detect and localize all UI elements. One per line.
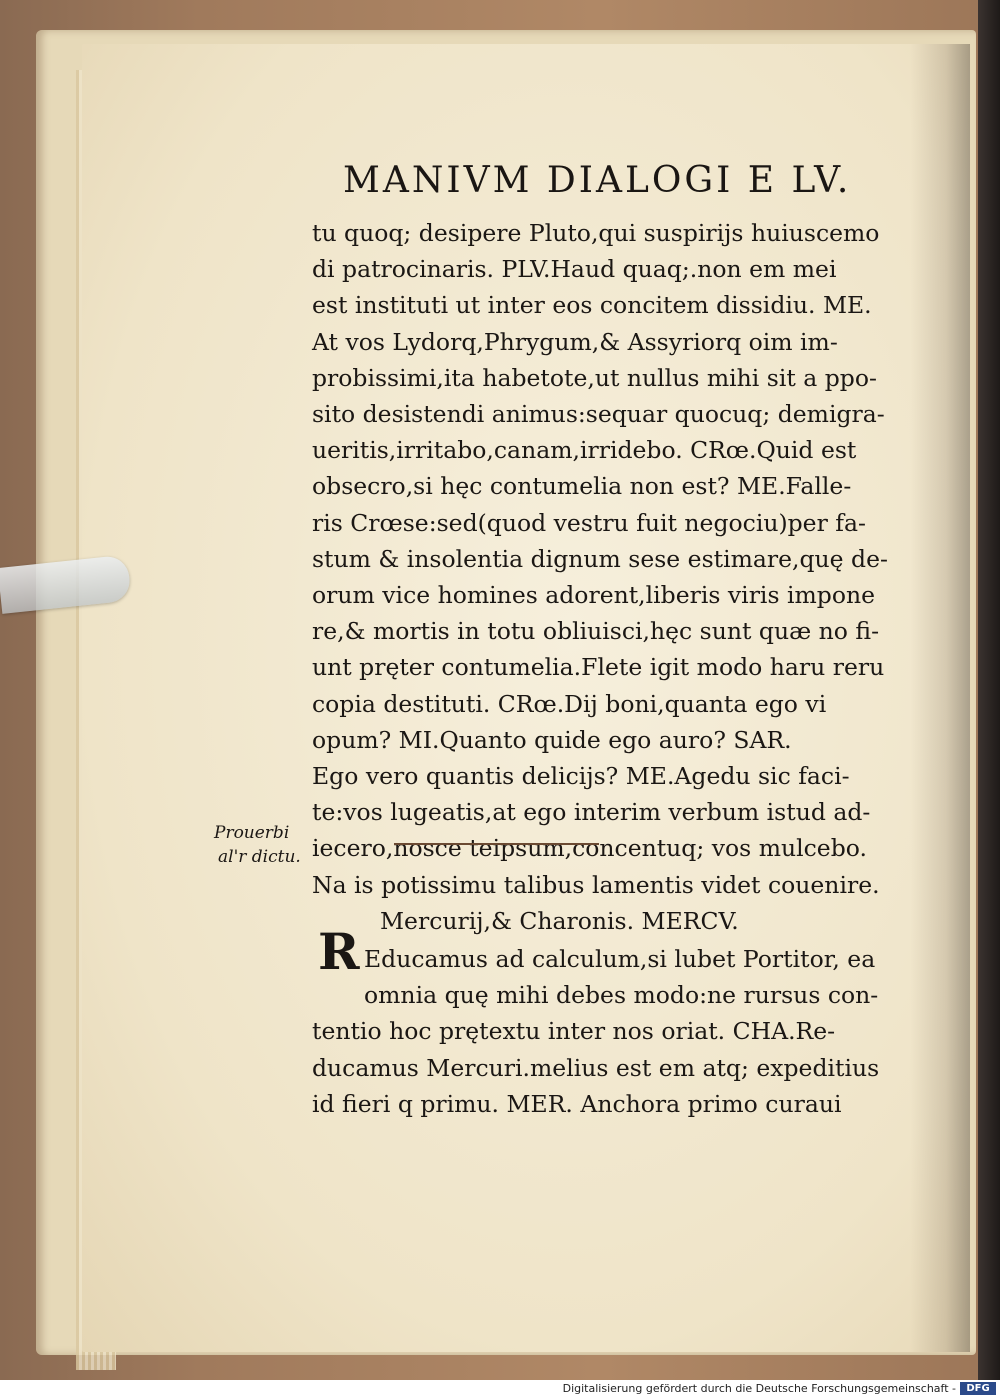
text-line: probissimi,ita habetote,ut nullus mihi sit a ppo- [312,363,877,392]
text-line: Ego vero quantis delicijs? ME.Agedu sic faci- [312,762,850,790]
text-line: te:vos lugeatis,at ego interim verbum istud ad- [312,798,871,827]
dfg-logo-icon: DFG [960,1382,996,1395]
text-line: ueritis,irritabo,canam,irridebo. CRœ.Quid est [312,436,857,465]
marginal-note-line-1: Prouerbi [214,823,290,843]
text-line: orum vice homines adorent,liberis viris impone [312,581,876,609]
marginal-note-line-2: al'r dictu. [218,847,301,867]
text-line: est instituti ut inter eos concitem dissidiu. ME. [312,291,872,320]
text-line: omnia quę mihi debes modo:ne rursus con- [364,981,879,1010]
text-line: obsecro,si hęc contumelia non est? ME.Falle- [312,472,852,501]
text-line: stum & insolentia dignum sese estimare,quę de- [312,544,888,573]
text-line: unt pręter contumelia.Flete igit modo haru reru [312,653,885,682]
text-line: ducamus Mercuri.melius est em atq; expeditius [312,1053,880,1082]
text-line: Educamus ad calculum,si lubet Portitor, ea [364,945,876,973]
gutter-shadow [910,44,970,1352]
text-line: id fieri q primu. MER. Anchora primo curaui [312,1089,842,1118]
text-line: Na is potissimu talibus lamentis videt couenire. [312,870,880,899]
text-line: tu quoq; desipere Pluto,qui suspirijs huiuscemo [312,219,880,247]
text-line: opum? MI.Quanto quide ego auro? SAR. [312,725,792,754]
text-line: iecero,nosce teipsum,concentuq; vos mulcebo. [312,834,867,863]
book-spine-edge [978,0,1000,1380]
text-line: Mercurij,& Charonis. MERCV. [380,906,739,935]
text-line: di patrocinaris. PLV.Haud quaq;.non em mei [312,255,837,284]
text-line: tentio hoc prętextu inter nos oriat. CHA.Re- [312,1017,836,1046]
drop-cap: R [318,922,360,981]
footer-credit: Digitalisierung gefördert durch die Deutsche Forschungsgemeinschaft - [562,1382,956,1395]
text-line: sito desistendi animus:sequar quocuq; demigra- [312,400,885,428]
text-line: ris Crœse:sed(quod vestru fuit negociu)per fa- [312,508,866,537]
manuscript-underline [394,843,599,845]
running-head: MANIVM DIALOGI E LV. [343,160,852,201]
text-line: copia destituti. CRœ.Dij boni,quanta ego vi [312,689,827,718]
text-line: re,& mortis in totu obliuisci,hęc sunt quæ no fi- [312,617,880,646]
text-line: At vos Lydorq,Phrygum,& Assyriorq oim im- [312,327,838,356]
